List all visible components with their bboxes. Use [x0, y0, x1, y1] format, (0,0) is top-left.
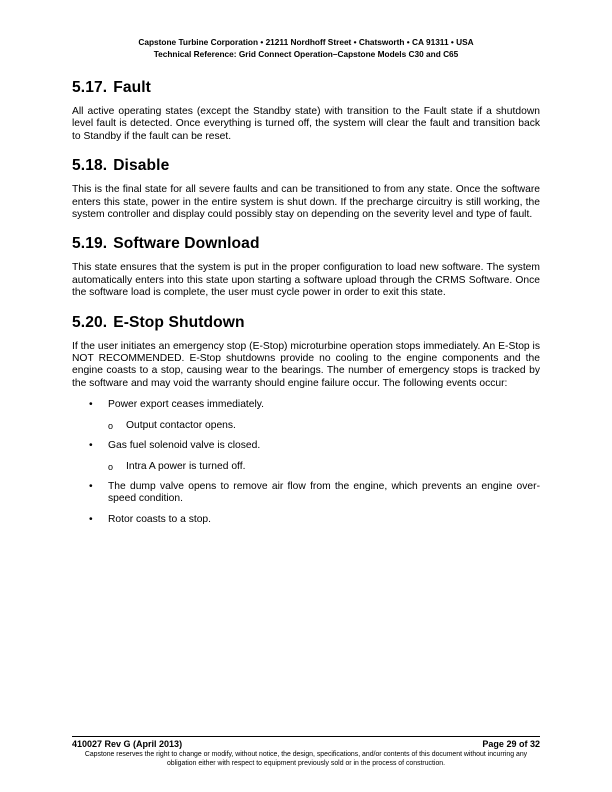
page-of: of — [518, 739, 528, 749]
sub-list-item-text: Intra A power is turned off. — [126, 460, 246, 472]
section-paragraph: All active operating states (except the Standby state) with transition to the Fault state if a shutdown level fault is detected. Once everything is turned off, the system will clear the fault and transition back to Standby if the fault can be reset. — [72, 106, 540, 142]
sub-bullet-marker: o — [108, 461, 114, 472]
page-label: Page — [482, 739, 504, 749]
page-total: 32 — [529, 739, 540, 749]
page-footer — [72, 736, 540, 768]
section-heading — [72, 78, 540, 98]
header-reference-line: Technical Reference: Grid Connect Operation–Capstone Models C30 and C65 — [153, 48, 459, 59]
section-paragraph: This state ensures that the system is put in the proper configuration to load new software. The system automatically enters into this state upon starting a software upload through the CRMS Software. Once the software load is complete, the user must cycle power in order to exit this state. — [72, 262, 540, 299]
section-heading — [72, 234, 540, 254]
header-company-line: Capstone Turbine Corporation • 21211 Nordhoff Street • Chatsworth • CA 91311 • USA — [138, 37, 474, 47]
bullet-marker: • — [89, 440, 93, 452]
section-title: Disable — [113, 157, 170, 175]
section-title: E-Stop Shutdown — [113, 313, 245, 331]
list-item — [72, 481, 540, 506]
section-title: Fault — [113, 79, 151, 96]
list-item — [72, 440, 540, 452]
page-header — [0, 37, 612, 60]
section-paragraph: If the user initiates an emergency stop (E-Stop) microturbine operation stops immediately. An E-Stop is NOT RECOMMENDED. E-Stop shutdowns provide no cooling to the engine components and the engine coasts to a stop, causing wear to the bearings. The number of emergency stops is tracked by the software and may void the warranty should engine failure occur. The following events occur: — [72, 340, 540, 389]
sub-list-item — [72, 461, 540, 473]
section-disable — [72, 156, 540, 221]
list-item — [72, 514, 540, 526]
section-paragraph: This is the final state for all severe faults and can be transitioned to from any state. Once the software enters this state, power in the entire system is shut down. If the precharge circuitry is still working, the system controller and display could possibly stay on depending on the severity level and type of fault. — [72, 184, 540, 221]
section-heading — [72, 313, 540, 333]
section-number: 5.19. — [72, 235, 108, 253]
sub-list-item-text: Output contactor opens. — [126, 419, 236, 431]
page-current: 29 — [506, 739, 517, 749]
section-number: 5.17. — [72, 79, 108, 96]
list-item — [72, 399, 540, 411]
section-software-download — [72, 234, 540, 299]
bullet-marker: • — [89, 399, 93, 411]
footer-row — [72, 739, 540, 750]
sub-list-item — [72, 420, 540, 432]
section-heading — [72, 156, 540, 176]
footer-disclaimer: Capstone reserves the right to change or modify, without notice, the design, specifications, and/or contents of this document without incurring any obligation either with respect to equipment previously sold or in the process of construction. — [84, 751, 528, 767]
section-e-stop-shutdown — [72, 313, 540, 526]
bullet-marker: • — [89, 480, 93, 492]
sub-bullet-marker: o — [108, 420, 114, 431]
list-item-text: Power export ceases immediately. — [108, 399, 265, 411]
page-body — [72, 78, 540, 534]
section-fault — [72, 78, 540, 143]
list-item-text: The dump valve opens to remove air flow from the engine, which prevents an engine over-speed condition. — [108, 480, 540, 505]
section-title: Software Download — [113, 235, 260, 253]
list-item-text: Rotor coasts to a stop. — [108, 513, 212, 525]
section-number: 5.18. — [72, 157, 108, 175]
bullet-marker: • — [89, 513, 93, 525]
list-item-text: Gas fuel solenoid valve is closed. — [108, 440, 261, 452]
section-number: 5.20. — [72, 313, 108, 331]
document-revision: 410027 Rev G (April 2013) — [72, 739, 183, 749]
event-list — [72, 399, 540, 526]
page-number — [482, 739, 540, 750]
footer-divider — [72, 736, 540, 737]
